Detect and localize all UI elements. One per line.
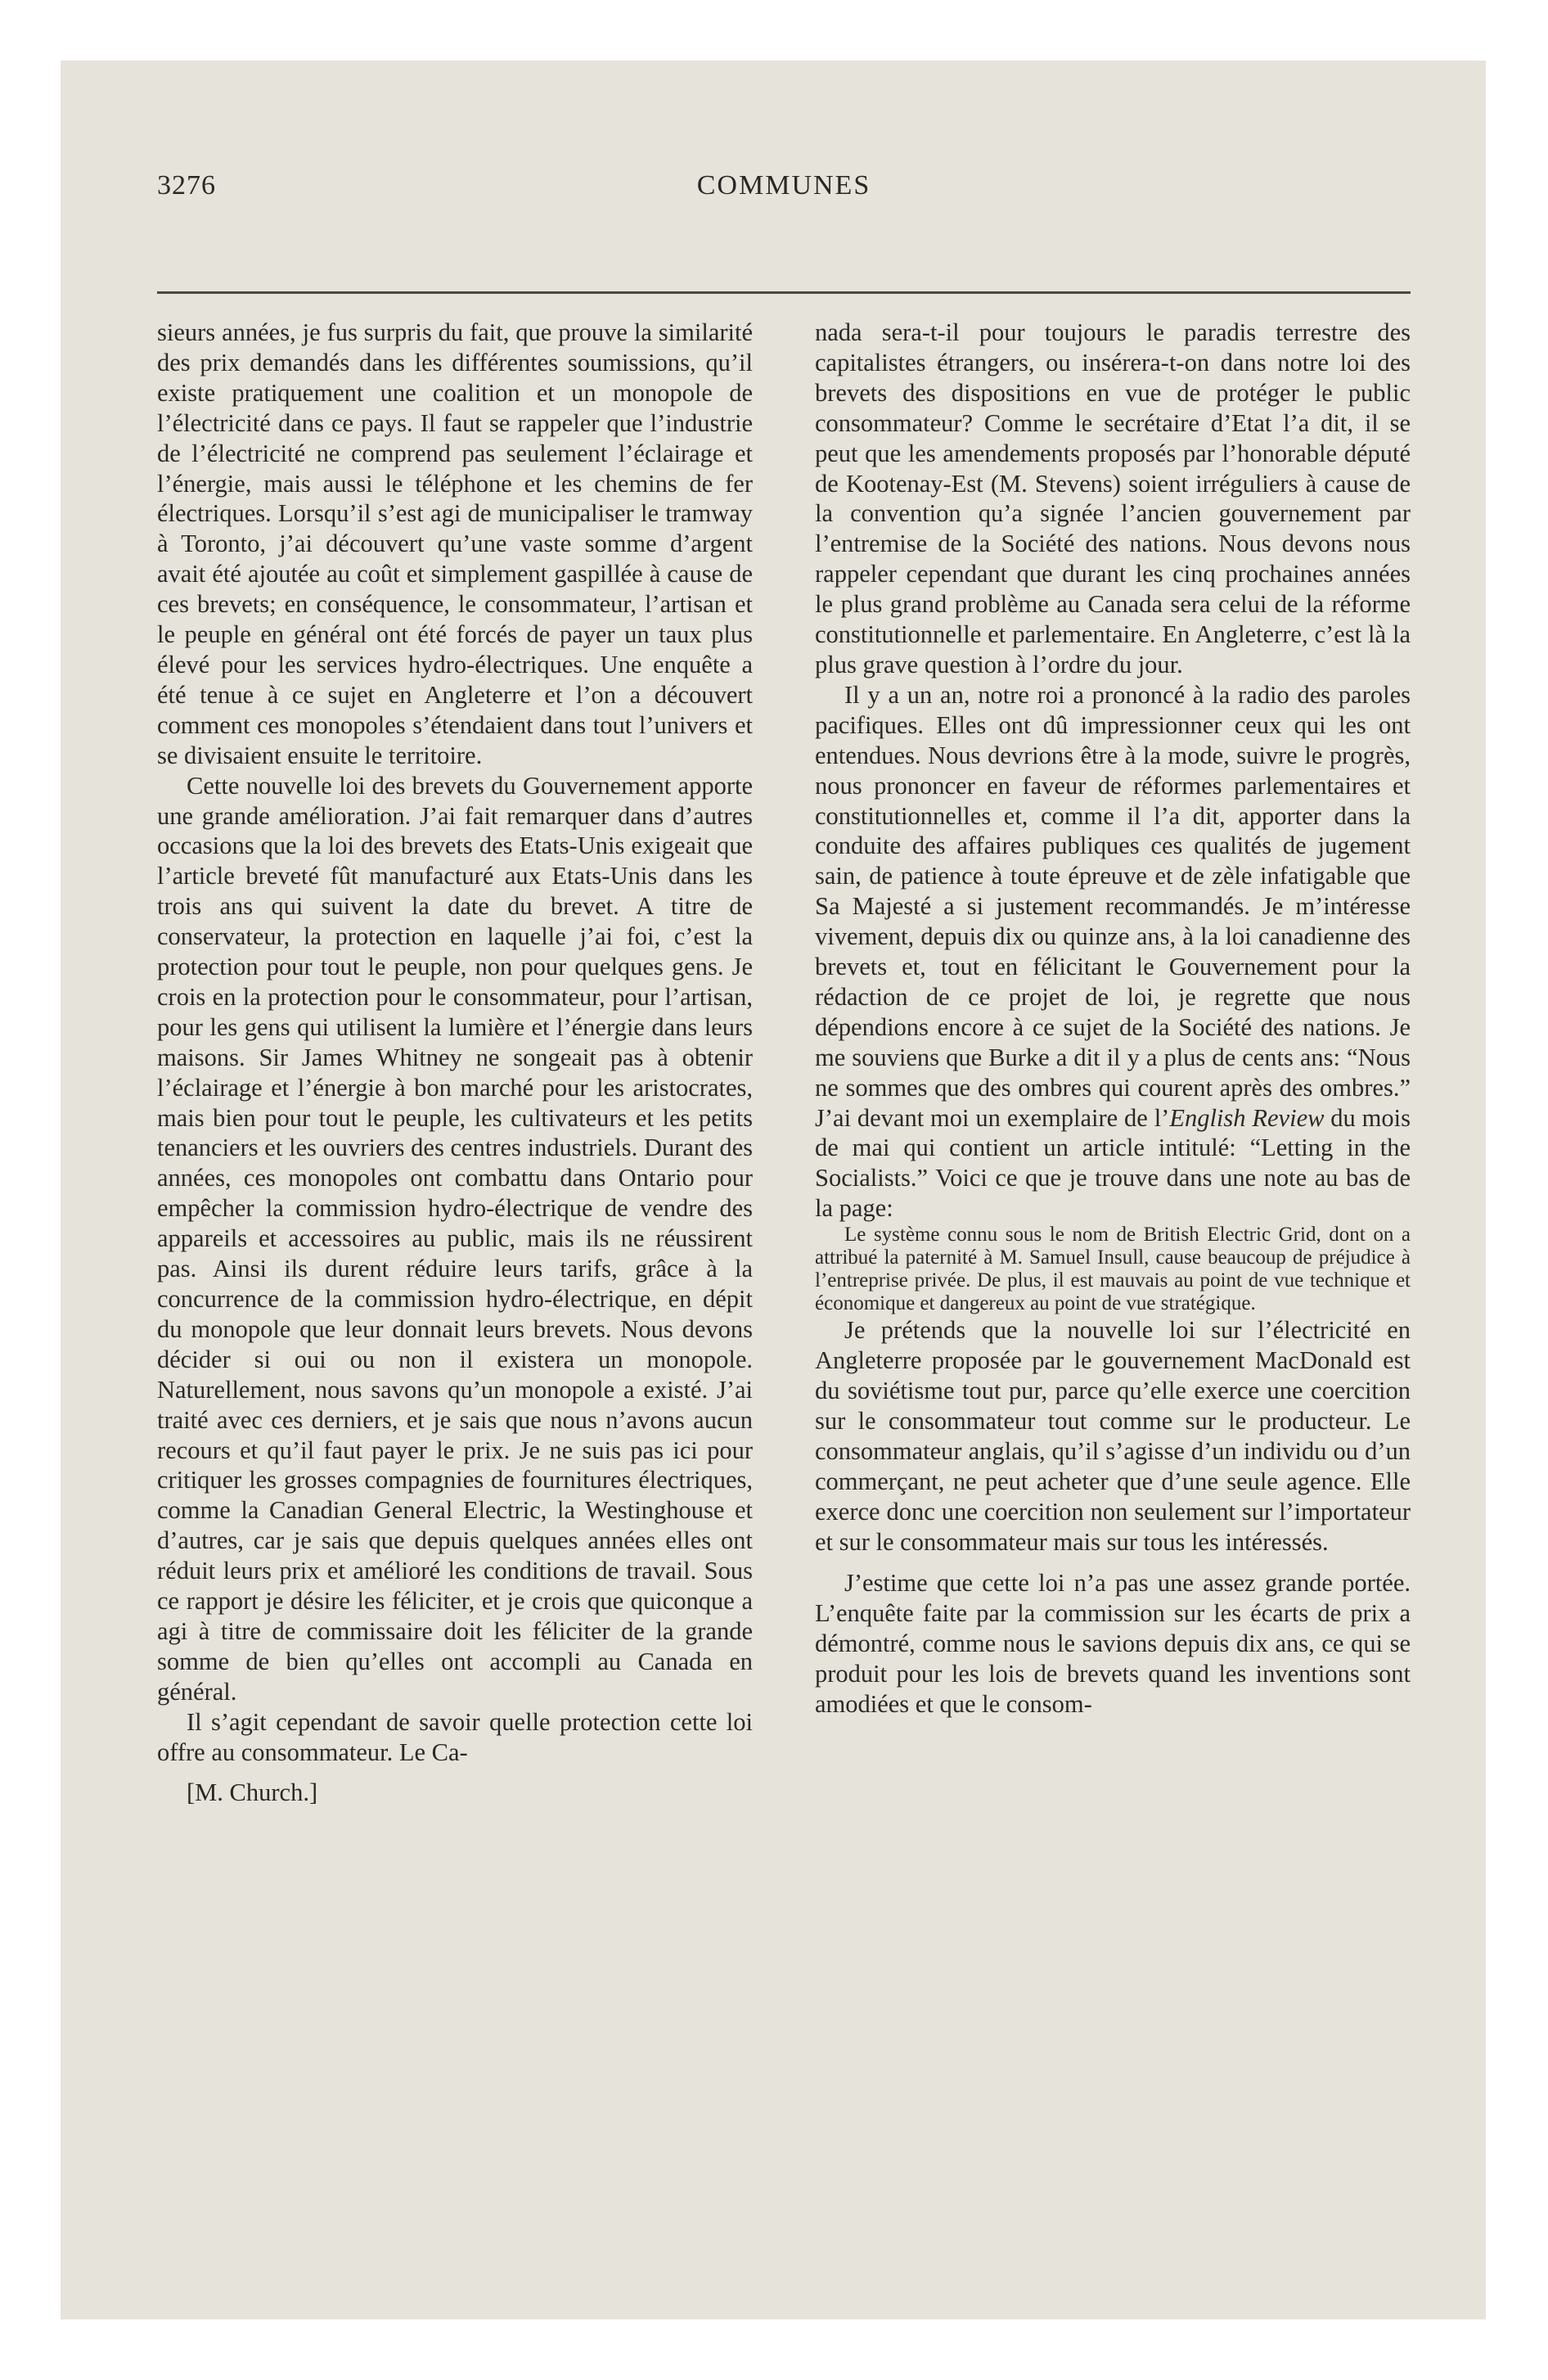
- running-title: COMMUNES: [696, 170, 871, 201]
- paragraph: sieurs années, je fus surpris du fait, que prouve la similarité des prix demandés dans les différentes soumissions, qu’il existe pratiquement une coalition et un monopole de l’électricité dans ce pays. Il faut se rappeler que l’industrie de l’électricité ne comprend pas seulement l’éclairage et l’énergie, mais aussi le téléphone et les chemins de fer électriques. Lorsqu’il s’est agi de municipaliser le tramway à Toronto, j’ai découvert qu’une vaste somme d’argent avait été ajoutée au coût et simplement gaspillée à cause de ces brevets; en conséquence, le consommateur, l’artisan et le peuple en général ont été forcés de payer un taux plus élevé pour les services hydro-électriques. Une enquête a été tenue à ce sujet en Angleterre et l’on a découvert comment ces monopoles s’étendaient dans tout l’univers et se divisaient ensuite le territoire.: [157, 318, 753, 769]
- text-columns: [157, 318, 1411, 1807]
- paragraph: Cette nouvelle loi des brevets du Gouvernement apporte une grande amélioration. J’ai fait remarquer dans d’autres occasions que la loi des brevets des Etats-Unis exigeait que l’article breveté fût manufacturé aux Etats-Unis dans les trois ans qui suivent la date du brevet. A titre de conservateur, la protection en laquelle j’ai foi, c’est la protection pour tout le peuple, non pour quelques gens. Je crois en la protection pour le consommateur, pour l’artisan, pour les gens qui utilisent la lumière et l’énergie dans leurs maisons. Sir James Whitney ne songeait pas à obtenir l’éclairage et l’énergie à bon marché pour les aristocrates, mais bien pour tout le peuple, les cultivateurs et les petits tenanciers et les ouvriers des centres industriels. Durant des années, ces monopoles ont combattu dans Ontario pour empêcher la commission hydro-électrique de vendre des appareils et accessoires au public, mais ils ne réussirent pas. Ainsi ils durent réduire leurs tarifs, grâce à la concurrence de la commission hydro-électrique, en dépit du monopole que leur donnait leurs brevets. Nous devons décider si oui ou non il existera un monopole. Naturellement, nous savons qu’un monopole a existé. J’ai traité avec ces derniers, et je sais que nous n’avons aucun recours et qu’il faut payer le prix. Je ne suis pas ici pour critiquer les grosses compagnies de fournitures électriques, comme la Canadian General Electric, la Westinghouse et d’autres, car je sais que depuis quelques années elles ont réduit leurs prix et amélioré les conditions de travail. Sous ce rapport je désire les féliciter, et je crois que quiconque a agi à titre de commissaire doit les féliciter de la grande somme de bien qu’elles ont accompli au Canada en général.: [157, 771, 753, 1706]
- right-column: [815, 318, 1411, 1807]
- page-content: [157, 170, 1411, 1806]
- paragraph: nada sera-t-il pour toujours le paradis terrestre des capitalistes étrangers, ou insérera-t-on dans notre loi des brevets des dispositions en vue de protéger le public consommateur? Comme le secrétaire d’Etat l’a dit, il se peut que les amendements proposés par l’honorable député de Kootenay-Est (M. Stevens) soient irréguliers à cause de la convention qu’a signée l’ancien gouvernement par l’entremise de la Société des nations. Nous devons nous rappeler cependant que durant les cinq prochaines années le plus grand problème au Canada sera celui de la réforme constitutionnelle et parlementaire. En Angleterre, c’est là la plus grave question à l’ordre du jour.: [815, 318, 1411, 678]
- paragraph: [815, 680, 1411, 1224]
- paragraph: Je prétends que la nouvelle loi sur l’électricité en Angleterre proposée par le gouvernement MacDonald est du soviétisme tout pur, parce qu’elle exerce une coercition sur le consommateur tout comme sur le producteur. Le consommateur anglais, qu’il s’agisse d’un individu ou d’un commerçant, ne peut acheter que d’une seule agence. Elle exerce donc une coercition non seulement sur l’importateur et sur le consommateur mais sur tous les intéressés.: [815, 1316, 1411, 1556]
- paragraph-text: du mois de mai qui contient un article intitulé: “Letting in the Socialists.” Voici ce que je trouve dans une note au bas de la page:: [815, 1103, 1411, 1223]
- block-quote: Le système connu sous le nom de British Electric Grid, dont on a attribué la paternité à M. Samuel Insull, cause beaucoup de préjudice à l’entreprise privée. De plus, il est mauvais au point de vue technique et économique et dangereux au point de vue stratégique.: [815, 1224, 1411, 1315]
- page-sheet: [61, 61, 1486, 2319]
- header-rule: [157, 291, 1411, 294]
- speaker-signature: [M. Church.]: [187, 1778, 318, 1806]
- page-number: 3276: [157, 170, 216, 201]
- page-header: [157, 170, 1411, 211]
- left-column: [157, 318, 753, 1807]
- paragraph: J’estime que cette loi n’a pas une assez grande portée. L’enquête faite par la commission sur les écarts de prix a démontré, comme nous le savions depuis dix ans, ce qui se produit pour les lois de brevets quand les inventions sont amodiées et que le consom-: [815, 1569, 1411, 1719]
- paragraph-text: Il y a un an, notre roi a prononcé à la radio des paroles pacifiques. Elles ont dû impressionner ceux qui les ont entendues. Nous devrions être à la mode, suivre le progrès, nous prononcer en faveur de réformes parlementaires et constitutionnelles et, comme il l’a dit, apporter dans la conduite des affaires publiques ces qualités de jugement sain, de patience à toute épreuve et de zèle infatigable que Sa Majesté a si justement recommandés. Je m’intéresse vivement, depuis dix ou quinze ans, à la loi canadienne des brevets et, tout en félicitant le Gouvernement pour la rédaction de ce projet de loi, je regrette que nous dépendions encore à ce sujet de la Société des nations. Je me souviens que Burke a dit il y a plus de cents ans: “Nous ne sommes que des ombres qui courent après des ombres.” J’ai devant moi un exemplaire de l’: [815, 680, 1411, 1132]
- publication-title: English Review: [1169, 1103, 1325, 1132]
- paragraph: Il s’agit cependant de savoir quelle protection cette loi offre au consommateur. Le Ca-: [157, 1707, 753, 1766]
